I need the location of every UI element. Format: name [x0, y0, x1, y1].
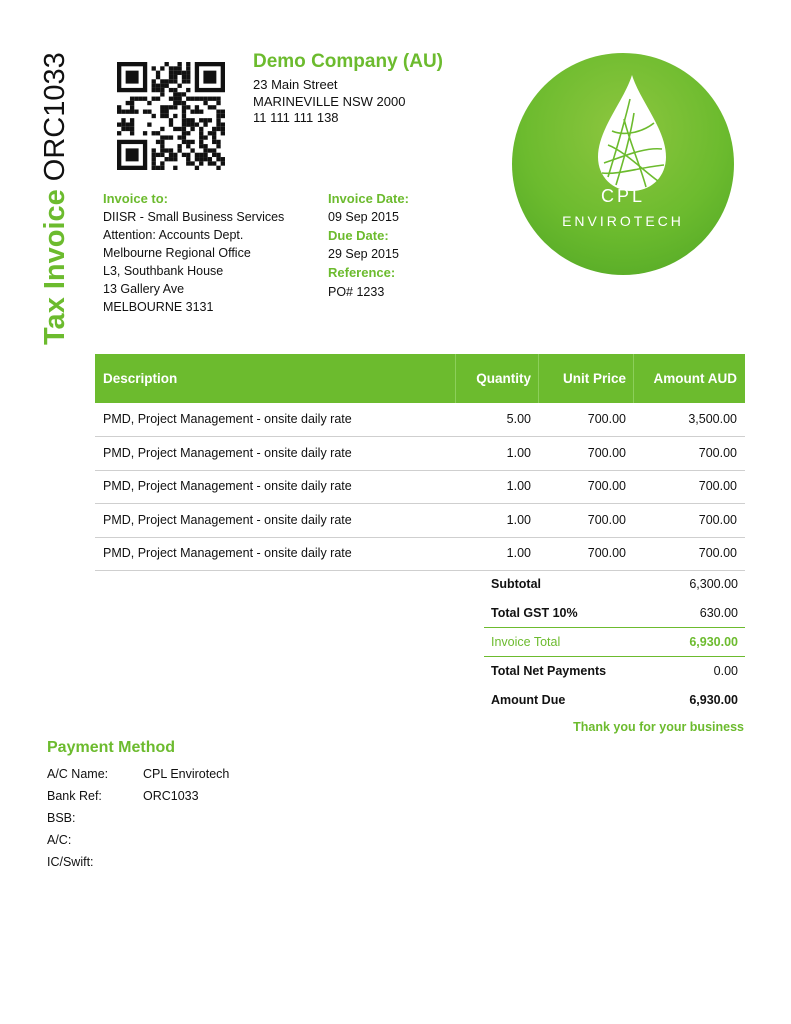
table-row: [95, 437, 745, 471]
amount-due-value: 6,930.00: [689, 693, 738, 707]
cell-unit-price: 700.00: [587, 546, 626, 560]
column-header-quantity: Quantity: [476, 371, 531, 386]
net-payments-value: 0.00: [713, 664, 738, 678]
qr-code-icon: [117, 62, 225, 170]
invoice-date-label: Invoice Date:: [328, 191, 409, 206]
invoice-to-line: 13 Gallery Ave: [103, 282, 185, 296]
cell-description: PMD, Project Management - onsite daily rate: [103, 546, 352, 560]
cell-description: PMD, Project Management - onsite daily rate: [103, 479, 352, 493]
bank-ref-label: Bank Ref:: [47, 789, 102, 803]
table-row: [95, 403, 745, 437]
amount-due-label: Amount Due: [491, 693, 566, 707]
document-title: [38, 52, 72, 345]
invoice-to-label: Invoice to:: [103, 191, 169, 206]
subtotal-value: 6,300.00: [689, 577, 738, 591]
company-logo: [512, 53, 734, 275]
invoice-to-line: MELBOURNE 3131: [103, 300, 214, 314]
column-header-amount: Amount AUD: [653, 371, 737, 386]
cell-quantity: 5.00: [506, 412, 531, 426]
cell-amount: 700.00: [698, 546, 737, 560]
company-address-line: 23 Main Street: [253, 77, 338, 92]
invoice-total-label: Invoice Total: [491, 635, 561, 649]
bank-ref-value: ORC1033: [143, 789, 199, 803]
logo-text-cpl: CPL: [600, 186, 645, 206]
company-address-line: MARINEVILLE NSW 2000: [253, 94, 406, 109]
cell-description: PMD, Project Management - onsite daily rate: [103, 446, 352, 460]
column-header-unit-price: Unit Price: [562, 371, 626, 386]
gst-value: 630.00: [699, 606, 738, 620]
divider: [484, 656, 745, 657]
cell-unit-price: 700.00: [587, 479, 626, 493]
divider: [484, 627, 745, 628]
cell-amount: 700.00: [698, 479, 737, 493]
invoice-date: 09 Sep 2015: [328, 210, 399, 224]
invoice-to-line: DIISR - Small Business Services: [103, 210, 285, 224]
cell-quantity: 1.00: [506, 546, 531, 560]
table-row: [95, 470, 745, 504]
ac-name-value: CPL Envirotech: [143, 767, 230, 781]
subtotal-label: Subtotal: [491, 577, 541, 591]
cell-quantity: 1.00: [506, 513, 531, 527]
cell-quantity: 1.00: [506, 446, 531, 460]
cell-unit-price: 700.00: [587, 446, 626, 460]
cell-unit-price: 700.00: [587, 412, 626, 426]
invoice-to-line: Melbourne Regional Office: [103, 246, 251, 260]
company-name: Demo Company (AU): [253, 51, 444, 72]
reference: PO# 1233: [328, 285, 385, 299]
cell-amount: 700.00: [698, 446, 737, 460]
water-drop-logo-icon: [512, 53, 734, 275]
company-abn: 11 111 111 138: [253, 110, 339, 125]
ac-name-label: A/C Name:: [47, 767, 109, 781]
cell-description: PMD, Project Management - onsite daily rate: [103, 513, 352, 527]
ac-label: A/C:: [47, 833, 72, 847]
cell-unit-price: 700.00: [587, 513, 626, 527]
cell-description: PMD, Project Management - onsite daily rate: [103, 412, 352, 426]
table-header: [95, 354, 745, 403]
invoice-total-value: 6,930.00: [689, 635, 738, 649]
cell-amount: 3,500.00: [688, 412, 737, 426]
table-row: [95, 537, 745, 571]
thank-you-note: Thank you for your business: [573, 720, 744, 734]
reference-label: Reference:: [328, 265, 396, 280]
due-date: 29 Sep 2015: [328, 247, 399, 261]
net-payments-label: Total Net Payments: [491, 664, 607, 678]
invoice-to-line: Attention: Accounts Dept.: [103, 228, 244, 242]
bsb-label: BSB:: [47, 811, 76, 825]
cell-quantity: 1.00: [506, 479, 531, 493]
logo-text-envirotech: ENVIROTECH: [562, 213, 684, 229]
gst-label: Total GST 10%: [491, 606, 578, 620]
invoice-number: ORC1033: [39, 52, 71, 182]
column-header-description: Description: [103, 371, 178, 386]
invoice-to-line: L3, Southbank House: [103, 264, 224, 278]
due-date-label: Due Date:: [328, 228, 389, 243]
table-row: [95, 504, 745, 538]
cell-amount: 700.00: [698, 513, 737, 527]
payment-method-title: Payment Method: [47, 739, 176, 756]
document-type: Tax Invoice: [39, 189, 71, 345]
ic-swift-label: IC/Swift:: [47, 855, 94, 869]
